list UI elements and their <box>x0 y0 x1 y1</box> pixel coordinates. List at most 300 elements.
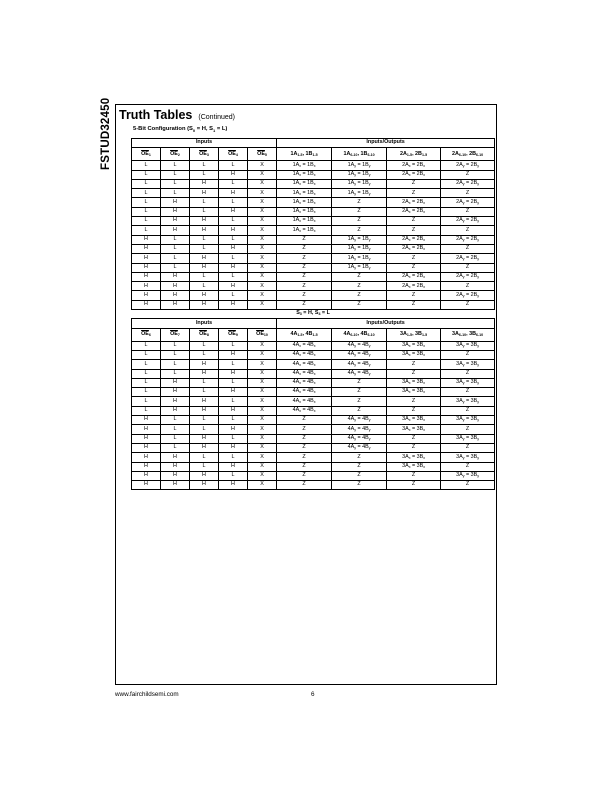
table-row <box>132 198 495 207</box>
table-cell: X <box>248 360 277 369</box>
column-header <box>190 328 219 341</box>
table-cell <box>387 272 441 281</box>
table-cell: L <box>132 198 161 207</box>
config-title <box>133 126 227 133</box>
header-subscript: 1-5 <box>406 152 413 157</box>
table-cell: L <box>161 179 190 188</box>
config-title-sub: 1 <box>213 128 216 134</box>
table-cell: H <box>219 300 248 309</box>
section-title <box>119 108 235 122</box>
table-row <box>132 378 495 387</box>
table-cell: H <box>219 388 248 397</box>
table-row <box>132 462 495 471</box>
table-cell: H <box>161 397 190 406</box>
table-row <box>132 189 495 198</box>
table-cell: X <box>248 226 277 235</box>
header-subscript: 6-10 <box>350 152 358 157</box>
equation-display: $4A_x = 4B_x$ <box>292 341 316 348</box>
equation-display: $4A_x = 4B_x$ <box>292 388 316 395</box>
column-header <box>387 328 441 341</box>
table-cell: Z <box>387 217 441 226</box>
table-cell: Z <box>332 226 387 235</box>
table-cell <box>441 397 495 406</box>
table-cell: H <box>219 207 248 216</box>
table-cell: L <box>161 189 190 198</box>
table-cell: Z <box>332 207 387 216</box>
header-subscript: 9 <box>235 332 238 337</box>
config-title-sub: 0 <box>192 128 196 134</box>
equation-display: $3A_x = 3B_x$ <box>402 425 426 432</box>
header-text: 1A <box>343 150 351 157</box>
equation-display: $3A_x = 3B_x$ <box>402 416 426 423</box>
table-cell: H <box>132 481 161 490</box>
table-cell: X <box>248 235 277 244</box>
table-cell: Z <box>441 207 495 216</box>
column-header <box>132 328 161 341</box>
equation-display: $4A_y = 4B_y$ <box>347 341 371 348</box>
equation-display: $3A_y = 3B_y$ <box>456 397 480 404</box>
table-cell <box>441 453 495 462</box>
table-cell: Z <box>332 481 387 490</box>
table-cell: L <box>161 360 190 369</box>
header-subscript: 6 <box>148 332 151 337</box>
table-row <box>132 471 495 480</box>
table-cell: L <box>219 397 248 406</box>
io-group-header <box>277 319 495 328</box>
table-cell: X <box>248 282 277 291</box>
config-title-part: = L) <box>215 126 228 132</box>
table-cell <box>332 244 387 253</box>
table-cell: H <box>132 254 161 263</box>
equation-display: $4A_y = 4B_y$ <box>347 360 371 367</box>
io-label: Inputs/Outputs <box>366 319 405 326</box>
table-cell: X <box>248 161 277 170</box>
equation-display: $2A_y = 2B_y$ <box>456 273 480 280</box>
equation-display: $2A_y = 2B_y$ <box>456 291 480 298</box>
column-header-row <box>132 148 495 161</box>
table-cell <box>387 350 441 359</box>
inputs-label: Inputs <box>195 319 213 326</box>
table-cell <box>332 179 387 188</box>
table-cell: X <box>248 369 277 378</box>
table-cell: H <box>132 416 161 425</box>
header-subscript: 1-5 <box>312 332 318 337</box>
table-cell <box>332 254 387 263</box>
table-cell <box>441 161 495 170</box>
table-cell: H <box>161 406 190 415</box>
table-cell: X <box>248 388 277 397</box>
equation-display: $3A_y = 3B_y$ <box>456 472 480 479</box>
table-cell: Z <box>441 462 495 471</box>
sub-config-title <box>132 310 495 319</box>
table-cell <box>332 189 387 198</box>
equation-display: $2A_x = 2B_x$ <box>402 245 426 252</box>
table-cell: L <box>219 471 248 480</box>
table-cell: H <box>161 226 190 235</box>
table-cell <box>277 207 332 216</box>
header-subscript: 1-5 <box>406 332 413 337</box>
table-cell: X <box>248 378 277 387</box>
table-cell <box>387 161 441 170</box>
table-cell: Z <box>277 453 332 462</box>
table-row <box>132 416 495 425</box>
header-text: 1A <box>290 150 298 157</box>
table-row <box>132 341 495 350</box>
table-cell <box>277 388 332 397</box>
table-cell: L <box>190 388 219 397</box>
table-cell: L <box>219 198 248 207</box>
table-cell: Z <box>441 388 495 397</box>
section-title-text: Truth Tables <box>119 108 193 122</box>
table-cell: Z <box>441 481 495 490</box>
table-cell: L <box>190 341 219 350</box>
table-cell: Z <box>387 443 441 452</box>
table-cell: H <box>161 217 190 226</box>
table-row <box>132 207 495 216</box>
table-cell: H <box>161 481 190 490</box>
table-cell: H <box>190 226 219 235</box>
table-cell: L <box>190 350 219 359</box>
table-cell: Z <box>387 254 441 263</box>
table-cell: L <box>132 161 161 170</box>
config-title-part: 5-Bit Configuration (S <box>133 126 193 132</box>
table-cell: X <box>248 198 277 207</box>
table-cell: L <box>132 369 161 378</box>
table-row <box>132 244 495 253</box>
table-cell <box>387 244 441 253</box>
equation-display: $4A_y = 4B_y$ <box>347 351 371 358</box>
table-cell <box>441 254 495 263</box>
table-cell: Z <box>441 406 495 415</box>
equation-display: $1A_y = 1B_y$ <box>347 180 371 187</box>
equation-display: $1A_x = 1B_x$ <box>292 208 316 215</box>
table-cell: L <box>161 161 190 170</box>
table-row <box>132 235 495 244</box>
table-cell: H <box>190 360 219 369</box>
equation-display: $4A_y = 4B_y$ <box>347 416 371 423</box>
table-row <box>132 425 495 434</box>
table-row <box>132 161 495 170</box>
header-text: , 3B <box>412 330 422 337</box>
table-cell: Z <box>441 244 495 253</box>
table-cell: H <box>132 244 161 253</box>
header-text: 4A <box>343 330 351 337</box>
table-row <box>132 453 495 462</box>
header-text: 2A <box>451 150 459 157</box>
subtitle-sub: 3 <box>299 312 302 317</box>
table-cell: H <box>132 282 161 291</box>
table-cell <box>332 341 387 350</box>
header-subscript: 6-10 <box>475 152 484 157</box>
table-cell <box>277 378 332 387</box>
table-cell: H <box>132 291 161 300</box>
table-cell: L <box>161 235 190 244</box>
truth-table <box>131 138 495 490</box>
header-text: , 3B <box>466 330 476 337</box>
table-cell: Z <box>441 226 495 235</box>
table-cell <box>332 170 387 179</box>
table-cell: H <box>190 291 219 300</box>
column-header <box>161 148 190 161</box>
column-header <box>277 148 332 161</box>
table-cell: Z <box>387 300 441 309</box>
table-cell: L <box>219 416 248 425</box>
equation-display: $3A_x = 3B_x$ <box>402 351 426 358</box>
header-text: , 1B <box>302 150 313 157</box>
table-cell: Z <box>332 397 387 406</box>
table-cell: Z <box>387 471 441 480</box>
header-text: $\overline{OE}$ <box>141 330 149 337</box>
table-cell: L <box>161 425 190 434</box>
table-cell <box>332 369 387 378</box>
table-cell: H <box>219 425 248 434</box>
table-cell: H <box>132 443 161 452</box>
equation-display: $3A_y = 3B_y$ <box>456 416 480 423</box>
table-cell: Z <box>332 453 387 462</box>
equation-display: $3A_y = 3B_y$ <box>456 453 480 460</box>
group-header-row <box>132 319 495 328</box>
table-cell: Z <box>441 189 495 198</box>
table-cell: L <box>161 443 190 452</box>
table-cell: L <box>219 179 248 188</box>
table-cell: L <box>190 244 219 253</box>
table-cell <box>277 369 332 378</box>
table-cell: Z <box>332 378 387 387</box>
table-cell: H <box>190 397 219 406</box>
table-cell: Z <box>387 360 441 369</box>
table-cell <box>387 453 441 462</box>
table-cell: X <box>248 443 277 452</box>
table-cell: L <box>219 434 248 443</box>
table-cell: X <box>248 272 277 281</box>
subtitle-part: = L <box>320 310 330 317</box>
table-cell <box>277 161 332 170</box>
table-cell <box>332 360 387 369</box>
header-subscript: 1 <box>148 152 151 157</box>
table-cell: L <box>132 388 161 397</box>
column-header <box>387 148 441 161</box>
header-subscript: 8 <box>206 332 209 337</box>
table-cell: Z <box>387 179 441 188</box>
table-cell <box>332 425 387 434</box>
io-group-header <box>277 139 495 148</box>
table-cell <box>277 170 332 179</box>
header-subscript: 1-5 <box>312 152 318 157</box>
table-cell: H <box>132 434 161 443</box>
table-cell: H <box>132 471 161 480</box>
table-cell: L <box>219 161 248 170</box>
table-cell: Z <box>332 388 387 397</box>
table-cell: X <box>248 471 277 480</box>
equation-display: $3A_x = 3B_x$ <box>402 341 426 348</box>
table-cell: H <box>219 350 248 359</box>
header-subscript: 2 <box>177 152 180 157</box>
equation-display: $3A_x = 3B_x$ <box>402 453 426 460</box>
equation-display: $1A_x = 1B_x$ <box>292 217 316 224</box>
table-cell <box>387 388 441 397</box>
table-cell: Z <box>277 481 332 490</box>
table-cell: Z <box>387 369 441 378</box>
table-cell <box>441 217 495 226</box>
header-text: , 2B <box>466 150 476 157</box>
column-header-row <box>132 328 495 341</box>
continued-label: (Continued) <box>198 114 235 121</box>
table-cell <box>441 434 495 443</box>
header-subscript: 1-5 <box>421 152 428 157</box>
equation-display: $2A_x = 2B_x$ <box>402 198 426 205</box>
table-row <box>132 226 495 235</box>
table-cell: L <box>190 378 219 387</box>
truth-table-body <box>132 139 495 490</box>
table-cell: H <box>219 462 248 471</box>
table-cell: Z <box>332 282 387 291</box>
table-cell: Z <box>332 272 387 281</box>
table-cell <box>441 179 495 188</box>
table-cell <box>277 217 332 226</box>
table-cell: L <box>161 254 190 263</box>
header-text: , 2B <box>412 150 422 157</box>
table-cell: H <box>132 425 161 434</box>
table-cell: H <box>190 406 219 415</box>
equation-display: $4A_x = 4B_x$ <box>292 397 316 404</box>
table-cell: X <box>248 397 277 406</box>
header-subscript: 10 <box>263 332 268 337</box>
table-row <box>132 388 495 397</box>
table-cell: H <box>132 453 161 462</box>
equation-display: $3A_x = 3B_x$ <box>402 379 426 386</box>
equation-display: $4A_x = 4B_x$ <box>292 379 316 386</box>
table-row <box>132 350 495 359</box>
column-header <box>441 328 495 341</box>
subtitle-part: S <box>296 310 300 317</box>
table-row <box>132 300 495 309</box>
table-cell: L <box>219 360 248 369</box>
table-cell: Z <box>332 291 387 300</box>
equation-display: $3A_x = 3B_x$ <box>402 388 426 395</box>
table-cell: H <box>190 254 219 263</box>
table-cell <box>277 179 332 188</box>
table-cell: Z <box>441 170 495 179</box>
table-cell: Z <box>387 397 441 406</box>
table-cell: L <box>161 369 190 378</box>
table-cell <box>277 406 332 415</box>
equation-display: $1A_y = 1B_y$ <box>347 161 371 168</box>
table-cell: Z <box>277 254 332 263</box>
table-cell: H <box>132 462 161 471</box>
equation-display: $4A_x = 4B_x$ <box>292 351 316 358</box>
table-cell: Z <box>387 406 441 415</box>
equation-display: $2A_x = 2B_x$ <box>402 282 426 289</box>
table-cell <box>441 360 495 369</box>
column-header <box>332 328 387 341</box>
table-cell: X <box>248 170 277 179</box>
header-text: $\overline{OE}$ <box>170 330 178 337</box>
table-cell: H <box>161 198 190 207</box>
subtitle-sub: 4 <box>318 312 321 317</box>
table-cell <box>441 198 495 207</box>
table-row <box>132 481 495 490</box>
equation-display: $1A_x = 1B_x$ <box>292 198 316 205</box>
header-text: 3A <box>451 330 459 337</box>
table-cell: H <box>190 217 219 226</box>
table-cell: L <box>132 341 161 350</box>
table-cell <box>387 416 441 425</box>
part-number: FSTUD32450 <box>100 97 112 170</box>
table-cell <box>332 235 387 244</box>
table-cell: Z <box>441 263 495 272</box>
table-cell: L <box>132 170 161 179</box>
header-subscript: 6-10 <box>367 332 375 337</box>
table-cell: Z <box>277 416 332 425</box>
table-cell: Z <box>441 425 495 434</box>
column-header <box>190 148 219 161</box>
table-cell: H <box>161 378 190 387</box>
table-cell: L <box>190 416 219 425</box>
table-cell <box>332 434 387 443</box>
table-cell <box>332 350 387 359</box>
table-cell: X <box>248 434 277 443</box>
table-cell <box>387 282 441 291</box>
equation-display: $2A_x = 2B_x$ <box>402 170 426 177</box>
table-cell <box>277 226 332 235</box>
table-row <box>132 291 495 300</box>
table-cell: L <box>190 272 219 281</box>
table-cell: H <box>161 471 190 480</box>
table-cell: Z <box>387 226 441 235</box>
page-number: 6 <box>311 691 315 698</box>
equation-display: $4A_y = 4B_y$ <box>347 434 371 441</box>
table-cell: Z <box>277 425 332 434</box>
header-subscript: 1-5 <box>297 332 303 337</box>
table-cell <box>387 207 441 216</box>
equation-display: $2A_x = 2B_x$ <box>402 208 426 215</box>
table-cell: L <box>190 161 219 170</box>
equation-display: $2A_x = 2B_x$ <box>402 161 426 168</box>
equation-display: $2A_y = 2B_y$ <box>456 180 480 187</box>
equation-display: $4A_x = 4B_x$ <box>292 369 316 376</box>
table-cell: L <box>190 207 219 216</box>
table-cell: L <box>190 453 219 462</box>
equation-display: $1A_y = 1B_y$ <box>347 254 371 261</box>
column-header <box>248 148 277 161</box>
table-cell: X <box>248 207 277 216</box>
header-text: $\overline{OE}$ <box>199 150 207 157</box>
subtitle-part: = H, S <box>301 310 319 317</box>
equation-display: $1A_y = 1B_y$ <box>347 189 371 196</box>
table-cell: L <box>132 207 161 216</box>
table-cell: H <box>132 272 161 281</box>
table-cell: Z <box>277 462 332 471</box>
table-cell: X <box>248 291 277 300</box>
header-text: $\overline{OE}$ <box>228 150 236 157</box>
table-cell: Z <box>387 434 441 443</box>
table-cell: Z <box>277 235 332 244</box>
equation-display: $2A_x = 2B_x$ <box>402 236 426 243</box>
table-cell: H <box>219 226 248 235</box>
table-row <box>132 263 495 272</box>
table-cell: H <box>132 235 161 244</box>
table-cell: X <box>248 462 277 471</box>
table-cell: H <box>219 481 248 490</box>
table-cell: L <box>219 272 248 281</box>
table-cell: L <box>190 235 219 244</box>
equation-display: $1A_x = 1B_x$ <box>292 161 316 168</box>
table-cell: L <box>190 425 219 434</box>
table-row <box>132 272 495 281</box>
table-cell: L <box>219 378 248 387</box>
table-row <box>132 406 495 415</box>
column-header <box>161 328 190 341</box>
